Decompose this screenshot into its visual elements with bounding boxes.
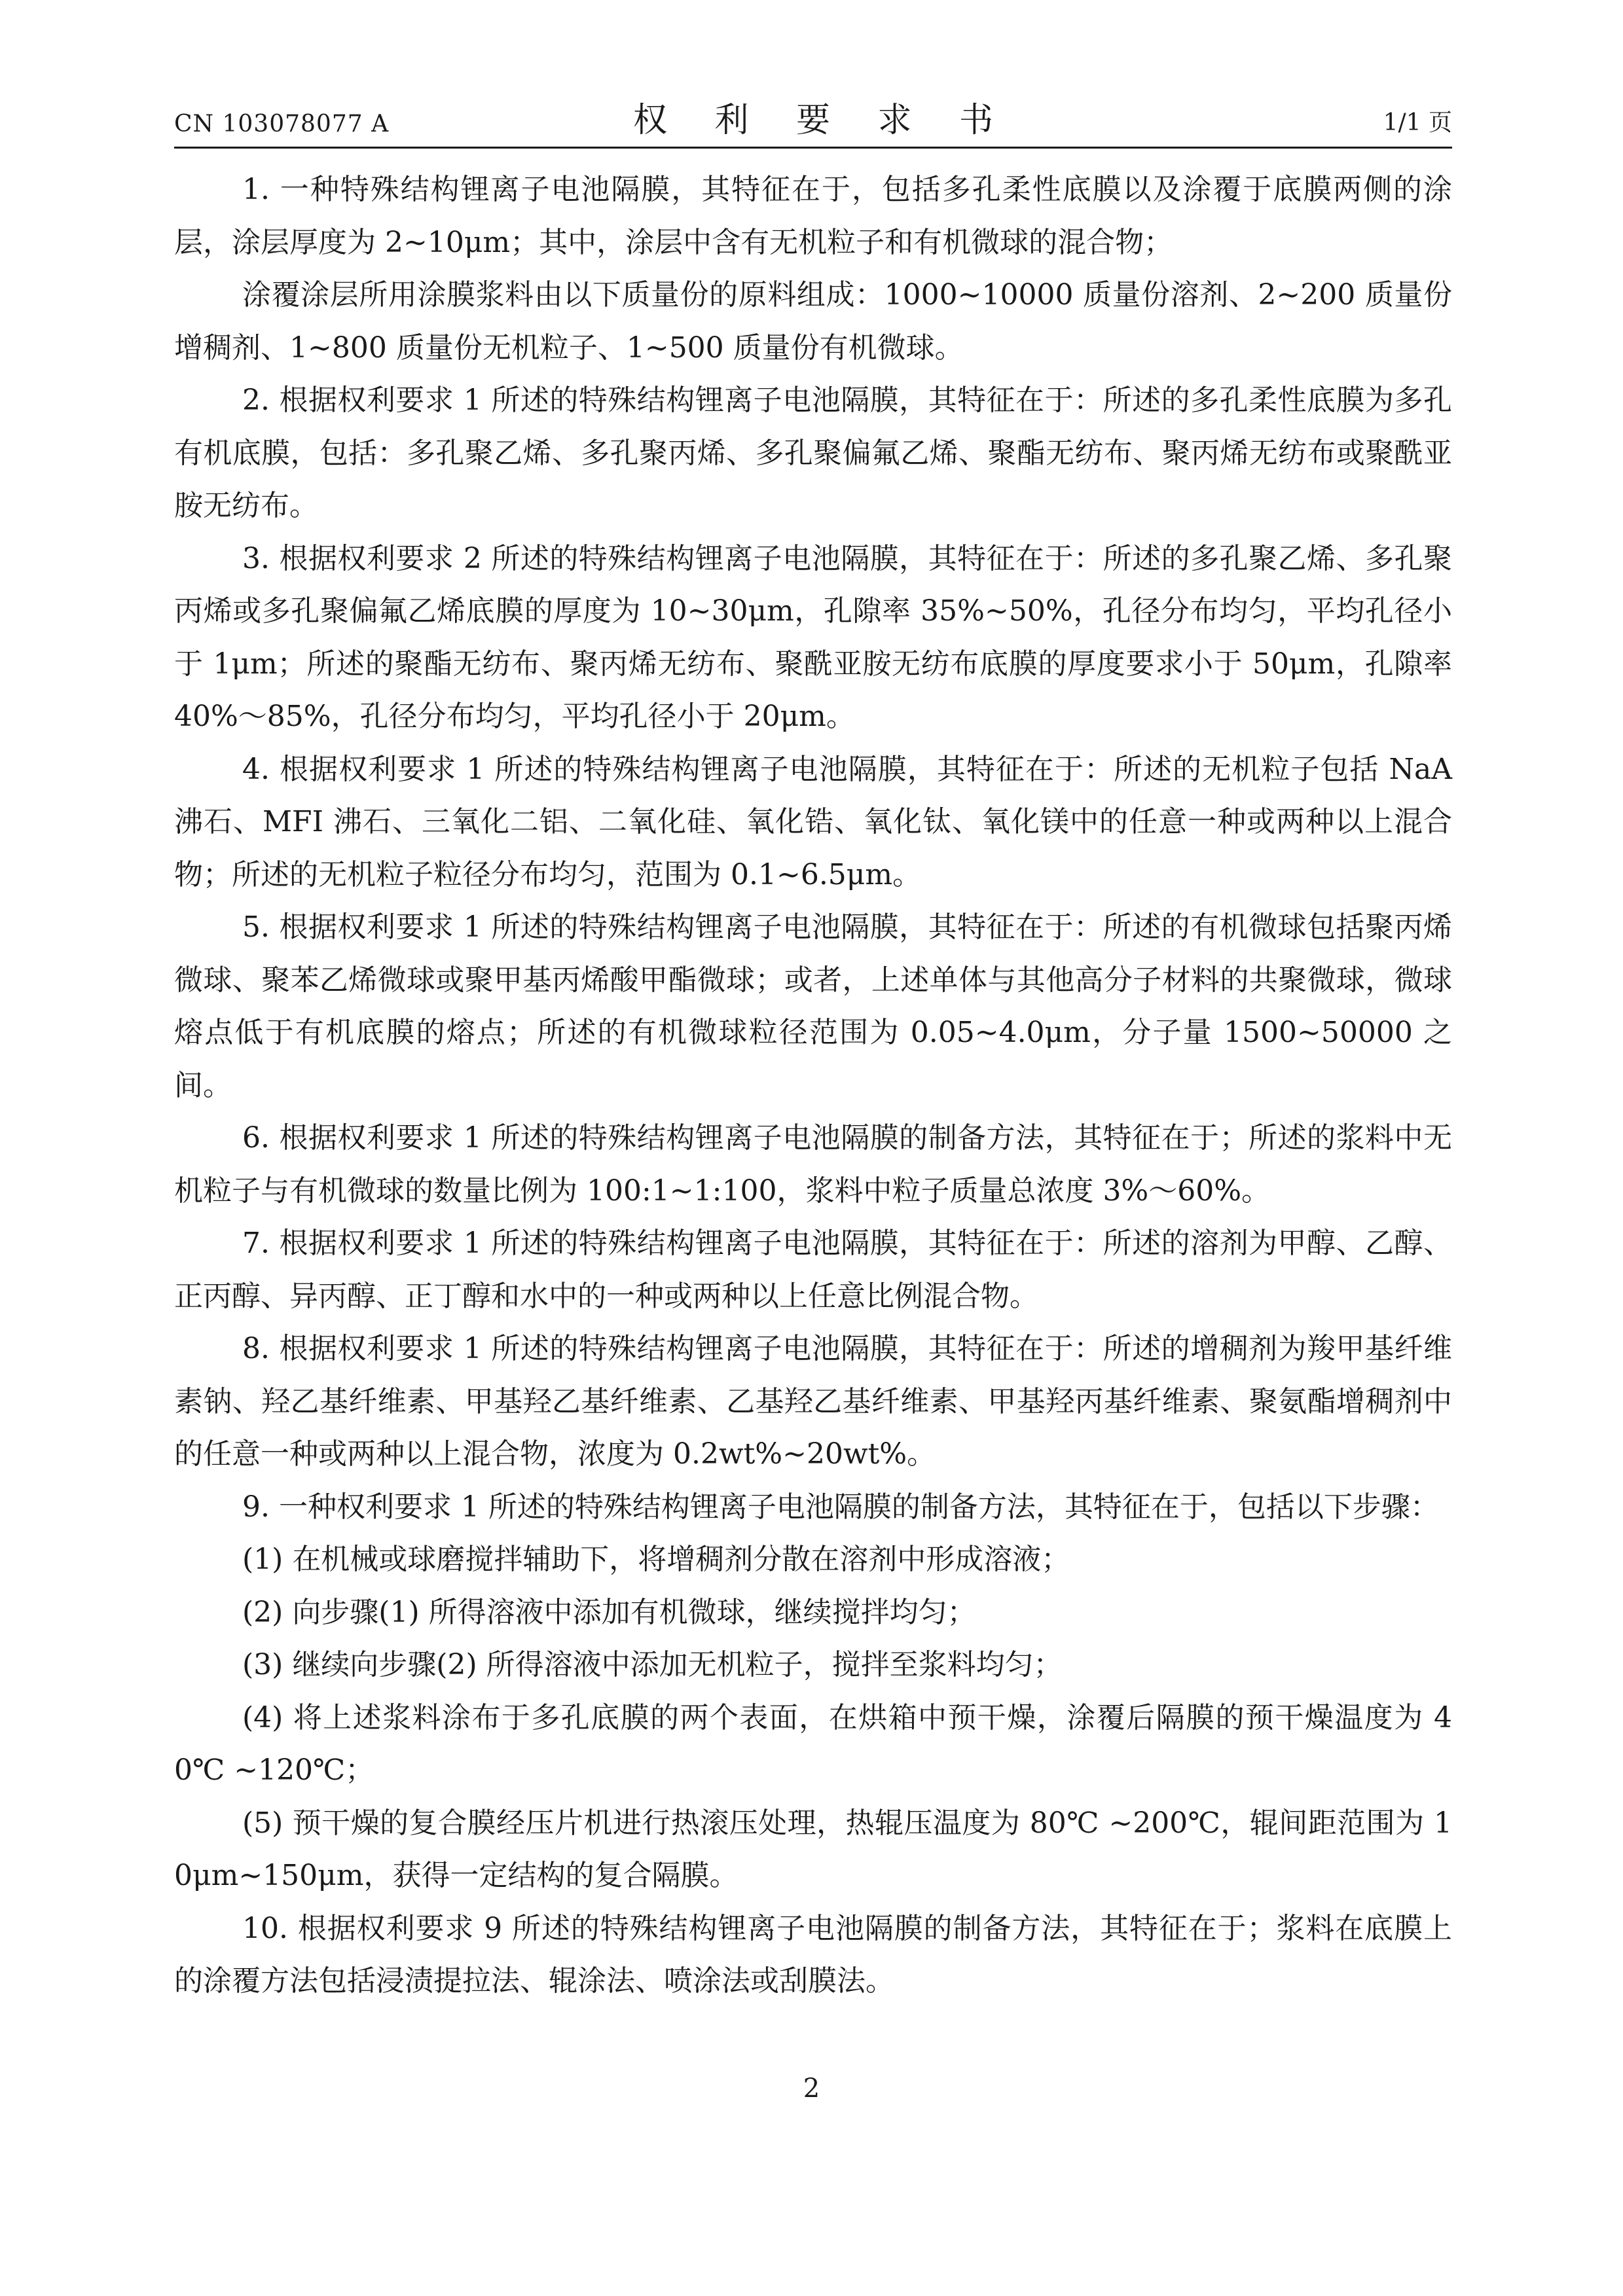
claim-9-step-3: (3) 继续向步骤(2) 所得溶液中添加无机粒子，搅拌至浆料均匀； — [242, 1648, 1063, 1681]
claim-9-step-4: (4) 将上述浆料涂布于多孔底膜的两个表面，在烘箱中预干燥，涂覆后隔膜的预干燥温度为 40℃ ~120℃； — [174, 1700, 1452, 1787]
claim-3: 3. 根据权利要求 2 所述的特殊结构锂离子电池隔膜，其特征在于：所述的多孔聚乙烯、多孔聚丙烯或多孔聚偏氟乙烯底膜的厚度为 10~30μm，孔隙率 35%~50%，孔径分布均匀，平均孔径小于 1μm；所述的聚酯无纺布、聚丙烯无纺布、聚酰亚胺无纺布底膜的厚度要求小于 50μm，孔隙率 40%～85%，孔径分布均匀，平均孔径小于 20μm。 — [174, 541, 1452, 733]
page-indicator: 1/1 页 — [1383, 109, 1452, 136]
claim-1-composition: 涂覆涂层所用涂膜浆料由以下质量份的原料组成：1000~10000 质量份溶剂、2~200 质量份增稠剂、1~800 质量份无机粒子、1~500 质量份有机微球。 — [174, 278, 1452, 365]
publication-number: CN 103078077 A — [174, 111, 390, 137]
claim-2: 2. 根据权利要求 1 所述的特殊结构锂离子电池隔膜，其特征在于：所述的多孔柔性底膜为多孔有机底膜，包括：多孔聚乙烯、多孔聚丙烯、多孔聚偏氟乙烯、聚酯无纺布、聚丙烯无纺布或聚酰亚胺无纺布。 — [174, 384, 1452, 522]
document-title: 权 利 要 求 书 — [632, 101, 1012, 140]
claim-10: 10. 根据权利要求 9 所述的特殊结构锂离子电池隔膜的制备方法，其特征在于；浆料在底膜上的涂覆方法包括浸渍提拉法、辊涂法、喷涂法或刮膜法。 — [174, 1911, 1452, 1998]
header-divider — [174, 147, 1452, 149]
claim-9: 9. 一种权利要求 1 所述的特殊结构锂离子电池隔膜的制备方法，其特征在于，包括以下步骤： — [242, 1490, 1439, 1524]
claim-7: 7. 根据权利要求 1 所述的特殊结构锂离子电池隔膜，其特征在于：所述的溶剂为甲醇、乙醇、正丙醇、异丙醇、正丁醇和水中的一种或两种以上任意比例混合物。 — [174, 1227, 1452, 1313]
claim-8: 8. 根据权利要求 1 所述的特殊结构锂离子电池隔膜，其特征在于：所述的增稠剂为羧甲基纤维素钠、羟乙基纤维素、甲基羟乙基纤维素、乙基羟乙基纤维素、甲基羟丙基纤维素、聚氨酯增稠剂中的任意一种或两种以上混合物，浓度为 0.2wt%~20wt%。 — [174, 1332, 1452, 1471]
page-header — [174, 97, 1452, 147]
claim-1: 1. 一种特殊结构锂离子电池隔膜，其特征在于，包括多孔柔性底膜以及涂覆于底膜两侧的涂层，涂层厚度为 2~10μm；其中，涂层中含有无机粒子和有机微球的混合物； — [174, 173, 1452, 259]
claim-9-step-2: (2) 向步骤(1) 所得溶液中添加有机微球，继续搅拌均匀； — [242, 1595, 976, 1629]
claim-4: 4. 根据权利要求 1 所述的特殊结构锂离子电池隔膜，其特征在于：所述的无机粒子包括 NaA 沸石、MFI 沸石、三氧化二铝、二氧化硅、氧化锆、氧化钛、氧化镁中的任意一种或两种以上混合物；所述的无机粒子粒径分布均匀，范围为 0.1~6.5μm。 — [174, 752, 1452, 891]
claim-9-step-1: (1) 在机械或球磨搅拌辅助下，将增稠剂分散在溶剂中形成溶液； — [242, 1543, 1070, 1576]
claim-6: 6. 根据权利要求 1 所述的特殊结构锂离子电池隔膜的制备方法，其特征在于；所述的浆料中无机粒子与有机微球的数量比例为 100:1~1:100，浆料中粒子质量总浓度 3%～60%。 — [174, 1121, 1452, 1208]
claim-5: 5. 根据权利要求 1 所述的特殊结构锂离子电池隔膜，其特征在于：所述的有机微球包括聚丙烯微球、聚苯乙烯微球或聚甲基丙烯酸甲酯微球；或者，上述单体与其他高分子材料的共聚微球，微球熔点低于有机底膜的熔点；所述的有机微球粒径范围为 0.05~4.0μm，分子量 1500~50000 之间。 — [174, 910, 1452, 1102]
page-number: 2 — [803, 2073, 820, 2104]
claims-body — [174, 164, 1452, 2008]
claim-9-step-5: (5) 预干燥的复合膜经压片机进行热滚压处理，热辊压温度为 80℃ ~200℃，辊间距范围为 10μm~150μm，获得一定结构的复合隔膜。 — [174, 1806, 1452, 1892]
